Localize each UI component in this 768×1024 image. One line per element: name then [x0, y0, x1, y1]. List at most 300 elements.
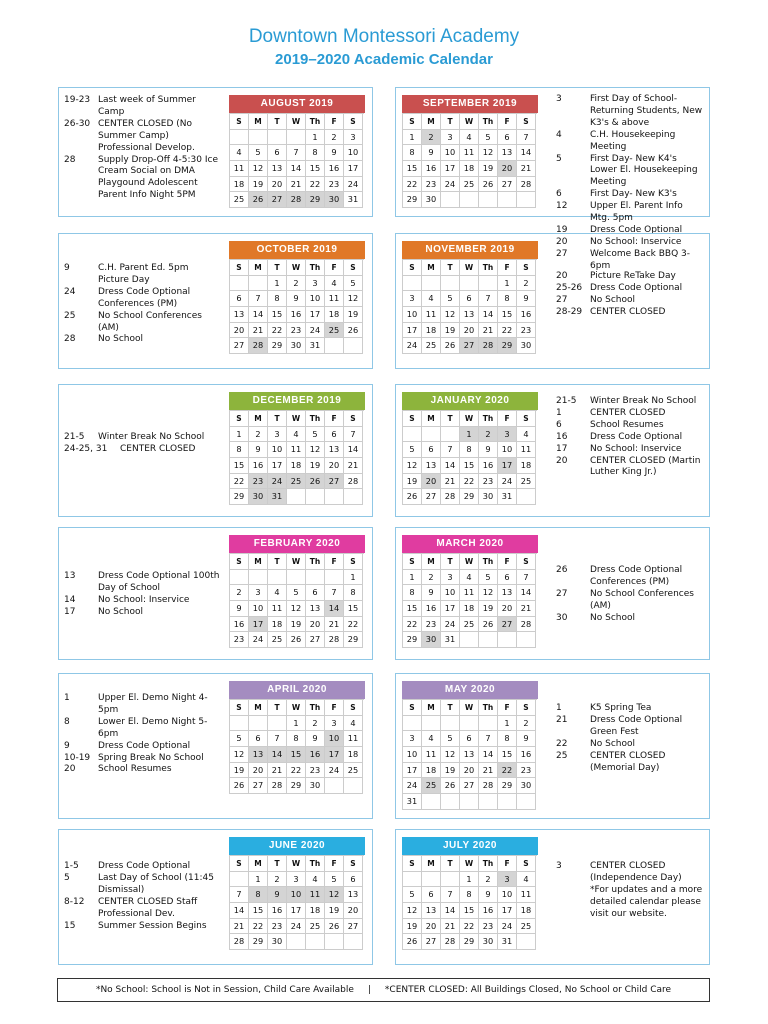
calendar-note [556, 420, 704, 432]
month-grid [402, 113, 537, 208]
day-cell: 10 [344, 145, 363, 161]
day-cell: 27 [422, 934, 441, 950]
day-cell: 13 [344, 887, 363, 903]
page-subtitle: 2019–2020 Academic Calendar [275, 51, 493, 68]
note-text: No School [590, 612, 635, 623]
day-cell: 24 [344, 177, 363, 193]
calendar-note [556, 589, 704, 613]
month-header: MARCH 2020 [402, 535, 538, 553]
calendar-note [556, 885, 704, 921]
day-cell: 14 [249, 307, 268, 323]
day-cell: 18 [230, 177, 249, 193]
empty-day-cell [249, 716, 268, 732]
empty-day-cell [441, 276, 460, 292]
day-cell: 12 [325, 887, 344, 903]
day-cell: 6 [344, 872, 363, 888]
empty-day-cell [306, 489, 325, 505]
note-date: 1 [556, 703, 562, 713]
day-cell: 26 [287, 632, 306, 648]
day-cell: 18 [422, 763, 441, 779]
calendar-note [556, 613, 704, 625]
weekday-header: F [498, 260, 517, 276]
day-cell: 22 [249, 919, 268, 935]
calendar-note [64, 287, 222, 311]
day-cell: 3 [249, 585, 268, 601]
day-cell: 19 [479, 161, 498, 177]
month-header: AUGUST 2019 [229, 95, 365, 113]
day-cell: 23 [306, 763, 325, 779]
day-cell: 18 [325, 307, 344, 323]
weekday-header: S [403, 554, 422, 570]
day-cell: 30 [422, 632, 441, 648]
day-cell: 30 [325, 192, 344, 208]
day-cell: 10 [325, 731, 344, 747]
note-text: CENTER CLOSED (Independence Day) [590, 861, 682, 883]
day-cell: 21 [287, 177, 306, 193]
day-cell: 31 [344, 192, 363, 208]
note-text: *For updates and a more detailed calendar please visit our website. [590, 884, 703, 919]
weekday-header: M [422, 114, 441, 130]
day-cell: 12 [230, 747, 249, 763]
day-cell: 29 [460, 934, 479, 950]
weekday-header: M [249, 260, 268, 276]
day-cell: 15 [498, 307, 517, 323]
weekday-header: W [460, 700, 479, 716]
day-cell: 9 [517, 731, 536, 747]
day-cell: 13 [249, 747, 268, 763]
empty-day-cell [268, 130, 287, 146]
day-cell: 20 [249, 763, 268, 779]
month-grid [402, 259, 537, 354]
month-header: MAY 2020 [402, 681, 538, 699]
day-cell: 7 [249, 291, 268, 307]
day-cell: 5 [306, 427, 325, 443]
day-cell: 12 [441, 307, 460, 323]
note-text: No School [98, 606, 143, 617]
day-cell: 30 [517, 338, 536, 354]
day-cell: 12 [479, 585, 498, 601]
day-cell: 6 [460, 291, 479, 307]
day-cell: 13 [498, 145, 517, 161]
empty-day-cell [249, 276, 268, 292]
empty-day-cell [517, 632, 536, 648]
day-cell: 31 [441, 632, 460, 648]
weekday-header: W [460, 260, 479, 276]
month-calendar [402, 241, 538, 354]
note-text: C.H. Parent Ed. 5pm Picture Day [98, 263, 189, 285]
day-cell: 6 [422, 887, 441, 903]
calendar-note [64, 595, 222, 607]
calendar-note [64, 897, 222, 921]
left-notes [64, 95, 222, 202]
weekday-header: S [517, 700, 536, 716]
note-date: 25 [556, 750, 568, 761]
day-cell: 2 [268, 872, 287, 888]
calendar-note [556, 130, 704, 154]
weekday-header: W [287, 114, 306, 130]
day-cell: 27 [498, 177, 517, 193]
weekday-header: F [325, 114, 344, 130]
day-cell: 28 [517, 617, 536, 633]
day-cell: 21 [517, 161, 536, 177]
day-cell: 10 [249, 601, 268, 617]
day-cell: 7 [287, 145, 306, 161]
day-cell: 2 [422, 130, 441, 146]
weekday-header: M [422, 554, 441, 570]
empty-day-cell [403, 276, 422, 292]
day-cell: 2 [479, 427, 498, 443]
right-notes [556, 861, 704, 921]
month-grid [402, 699, 537, 810]
note-date: 8-12 [64, 896, 85, 907]
note-date: 26 [556, 565, 568, 575]
day-cell: 22 [498, 763, 517, 779]
day-cell: 29 [403, 632, 422, 648]
weekday-header: T [268, 260, 287, 276]
weekday-header: S [230, 700, 249, 716]
footer-center-closed-legend: *CENTER CLOSED: All Buildings Closed, No School or Child Care [384, 985, 672, 995]
day-cell: 13 [230, 307, 249, 323]
note-text: No School [98, 334, 143, 345]
note-date: 28 [64, 334, 76, 345]
note-date: 28-29 [556, 306, 583, 317]
note-date [556, 885, 590, 921]
empty-day-cell [287, 130, 306, 146]
day-cell: 11 [422, 747, 441, 763]
day-cell: 28 [479, 778, 498, 794]
note-text: Dress Code Optional [590, 282, 683, 293]
empty-day-cell [517, 192, 536, 208]
day-cell: 25 [287, 474, 306, 490]
day-cell: 24 [268, 474, 287, 490]
day-cell: 27 [460, 778, 479, 794]
weekday-header: M [249, 856, 268, 872]
weekday-header: M [422, 856, 441, 872]
day-cell: 14 [479, 747, 498, 763]
day-cell: 19 [306, 458, 325, 474]
page-title: Downtown Montessori Academy [248, 26, 520, 47]
day-cell: 1 [268, 276, 287, 292]
day-cell: 19 [344, 307, 363, 323]
day-cell: 27 [230, 338, 249, 354]
day-cell: 30 [268, 934, 287, 950]
weekday-header: F [325, 260, 344, 276]
note-text: CENTER CLOSED [590, 306, 666, 317]
day-cell: 8 [403, 145, 422, 161]
day-cell: 23 [287, 323, 306, 339]
day-cell: 8 [306, 145, 325, 161]
calendar-note [64, 861, 222, 873]
calendar-note [64, 311, 222, 335]
day-cell: 10 [403, 747, 422, 763]
empty-day-cell [479, 192, 498, 208]
day-cell: 9 [230, 601, 249, 617]
note-date: 21 [556, 714, 568, 725]
empty-day-cell [498, 794, 517, 810]
day-cell: 1 [498, 716, 517, 732]
day-cell: 4 [268, 585, 287, 601]
calendar-note [64, 921, 222, 933]
day-cell: 14 [268, 747, 287, 763]
day-cell: 14 [287, 161, 306, 177]
empty-day-cell [498, 192, 517, 208]
day-cell: 27 [325, 474, 344, 490]
note-date: 20 [556, 455, 568, 466]
day-cell: 24 [498, 474, 517, 490]
day-cell: 9 [422, 145, 441, 161]
day-cell: 1 [460, 872, 479, 888]
calendar-note [556, 861, 704, 885]
empty-day-cell [287, 570, 306, 586]
day-cell: 8 [287, 731, 306, 747]
weekday-header: S [344, 554, 363, 570]
note-date: 22 [556, 738, 568, 749]
day-cell: 21 [249, 323, 268, 339]
note-date: 4 [556, 129, 562, 140]
day-cell: 14 [230, 903, 249, 919]
day-cell: 5 [287, 585, 306, 601]
day-cell: 26 [344, 323, 363, 339]
weekday-header: W [287, 411, 306, 427]
day-cell: 12 [344, 291, 363, 307]
note-text: CENTER CLOSED Staff Professional Dev. [98, 896, 198, 919]
note-date: 20 [556, 236, 568, 247]
day-cell: 16 [249, 458, 268, 474]
note-text: CENTER CLOSED (Martin Luther King Jr.) [590, 455, 701, 478]
day-cell: 14 [517, 145, 536, 161]
day-cell: 24 [306, 323, 325, 339]
day-cell: 17 [287, 903, 306, 919]
day-cell: 5 [403, 442, 422, 458]
day-cell: 12 [479, 145, 498, 161]
month-grid [402, 553, 537, 648]
weekday-header: T [441, 700, 460, 716]
day-cell: 16 [230, 617, 249, 633]
day-cell: 9 [479, 442, 498, 458]
note-date: 12 [556, 201, 568, 212]
day-cell: 30 [479, 934, 498, 950]
day-cell: 25 [422, 778, 441, 794]
day-cell: 17 [441, 601, 460, 617]
day-cell: 16 [325, 161, 344, 177]
day-cell: 9 [306, 731, 325, 747]
day-cell: 6 [230, 291, 249, 307]
day-cell: 4 [517, 872, 536, 888]
day-cell: 22 [306, 177, 325, 193]
day-cell: 29 [287, 778, 306, 794]
day-cell: 12 [403, 458, 422, 474]
day-cell: 21 [479, 763, 498, 779]
day-cell: 10 [441, 145, 460, 161]
calendar-note [556, 432, 704, 444]
day-cell: 3 [306, 276, 325, 292]
calendar-note [64, 571, 222, 595]
empty-day-cell [249, 570, 268, 586]
note-date: 25-26 [556, 282, 583, 293]
empty-day-cell [460, 716, 479, 732]
day-cell: 1 [249, 872, 268, 888]
day-cell: 22 [403, 617, 422, 633]
empty-day-cell [517, 934, 536, 950]
weekday-header: S [517, 856, 536, 872]
day-cell: 20 [460, 323, 479, 339]
weekday-header: S [230, 554, 249, 570]
day-cell: 22 [498, 323, 517, 339]
day-cell: 30 [422, 192, 441, 208]
weekday-header: S [517, 260, 536, 276]
footer-no-school-legend: *No School: School is Not in Session, Child Care Available [95, 985, 354, 995]
day-cell: 30 [306, 778, 325, 794]
weekday-header: T [441, 260, 460, 276]
day-cell: 2 [230, 585, 249, 601]
day-cell: 15 [498, 747, 517, 763]
note-text: Last week of Summer Camp [98, 95, 196, 117]
weekday-header: T [268, 700, 287, 716]
note-date: 28 [64, 154, 76, 165]
calendar-note [64, 873, 222, 897]
day-cell: 7 [517, 130, 536, 146]
calendar-note [64, 155, 222, 203]
month-grid [229, 410, 364, 505]
note-date: 5 [556, 153, 562, 164]
note-text: No School Conferences (AM) [98, 310, 202, 333]
calendar-note [556, 201, 704, 225]
calendar-note [64, 717, 222, 741]
day-cell: 11 [460, 585, 479, 601]
day-cell: 17 [268, 458, 287, 474]
day-cell: 27 [249, 778, 268, 794]
calendar-note [556, 307, 704, 319]
month-grid [229, 553, 364, 648]
weekday-header: T [441, 856, 460, 872]
day-cell: 3 [403, 291, 422, 307]
day-cell: 19 [441, 763, 460, 779]
day-cell: 9 [479, 887, 498, 903]
day-cell: 11 [422, 307, 441, 323]
day-cell: 4 [517, 427, 536, 443]
day-cell: 26 [249, 192, 268, 208]
day-cell: 7 [268, 731, 287, 747]
day-cell: 1 [403, 570, 422, 586]
month-header: APRIL 2020 [229, 681, 365, 699]
note-text: Upper El. Parent Info Mtg. 5pm [590, 201, 683, 224]
month-calendar [229, 535, 365, 648]
calendar-note [556, 715, 704, 739]
day-cell: 23 [517, 763, 536, 779]
day-cell: 24 [403, 778, 422, 794]
day-cell: 21 [230, 919, 249, 935]
right-notes [556, 565, 704, 625]
day-cell: 12 [287, 601, 306, 617]
calendar-note [64, 263, 222, 287]
month-header: JUNE 2020 [229, 837, 365, 855]
day-cell: 5 [479, 570, 498, 586]
day-cell: 18 [460, 161, 479, 177]
day-cell: 5 [344, 276, 363, 292]
day-cell: 28 [441, 489, 460, 505]
day-cell: 26 [479, 177, 498, 193]
calendar-note [556, 751, 704, 775]
day-cell: 21 [479, 323, 498, 339]
day-cell: 23 [268, 919, 287, 935]
empty-day-cell [403, 872, 422, 888]
day-cell: 13 [460, 307, 479, 323]
day-cell: 25 [460, 177, 479, 193]
day-cell: 30 [479, 489, 498, 505]
calendar-note [64, 741, 222, 753]
day-cell: 29 [460, 489, 479, 505]
day-cell: 14 [479, 307, 498, 323]
note-date: 15 [64, 920, 76, 931]
note-text: Dress Code Optional Conferences (PM) [98, 286, 191, 309]
day-cell: 19 [325, 903, 344, 919]
note-text: Lower El. Demo Night 5-6pm [98, 716, 208, 739]
day-cell: 4 [344, 716, 363, 732]
weekday-header: Th [306, 856, 325, 872]
day-cell: 17 [441, 161, 460, 177]
month-calendar [229, 241, 365, 354]
weekday-header: Th [479, 114, 498, 130]
day-cell: 29 [249, 934, 268, 950]
footer-separator: | [367, 985, 371, 995]
weekday-header: F [498, 856, 517, 872]
day-cell: 26 [441, 778, 460, 794]
day-cell: 15 [249, 903, 268, 919]
day-cell: 25 [230, 192, 249, 208]
day-cell: 4 [460, 130, 479, 146]
empty-day-cell [344, 489, 363, 505]
day-cell: 28 [287, 192, 306, 208]
day-cell: 28 [517, 177, 536, 193]
day-cell: 2 [479, 872, 498, 888]
weekday-header: S [517, 114, 536, 130]
empty-day-cell [441, 794, 460, 810]
day-cell: 21 [517, 601, 536, 617]
weekday-header: S [344, 114, 363, 130]
day-cell: 24 [498, 919, 517, 935]
day-cell: 17 [498, 903, 517, 919]
note-text: No School Conferences (AM) [590, 588, 694, 611]
day-cell: 28 [441, 934, 460, 950]
month-grid [229, 259, 364, 354]
note-text: K5 Spring Tea [590, 703, 652, 713]
day-cell: 27 [306, 632, 325, 648]
day-cell: 15 [230, 458, 249, 474]
month-grid [229, 113, 364, 208]
empty-day-cell [517, 489, 536, 505]
day-cell: 20 [422, 474, 441, 490]
day-cell: 8 [498, 731, 517, 747]
day-cell: 9 [325, 145, 344, 161]
weekday-header: F [325, 411, 344, 427]
empty-day-cell [422, 794, 441, 810]
note-text: No School [590, 738, 635, 749]
day-cell: 31 [306, 338, 325, 354]
weekday-header: F [325, 554, 344, 570]
day-cell: 2 [325, 130, 344, 146]
day-cell: 22 [344, 617, 363, 633]
note-text: School Resumes [590, 419, 664, 430]
empty-day-cell [306, 934, 325, 950]
day-cell: 10 [498, 887, 517, 903]
day-cell: 14 [517, 585, 536, 601]
weekday-header: S [344, 260, 363, 276]
day-cell: 16 [479, 458, 498, 474]
weekday-header: W [460, 114, 479, 130]
note-text: Dress Code Optional [590, 431, 683, 442]
note-text: First Day- New K4's Lower El. Housekeeping Meeting [590, 153, 698, 188]
calendar-note [64, 764, 222, 776]
